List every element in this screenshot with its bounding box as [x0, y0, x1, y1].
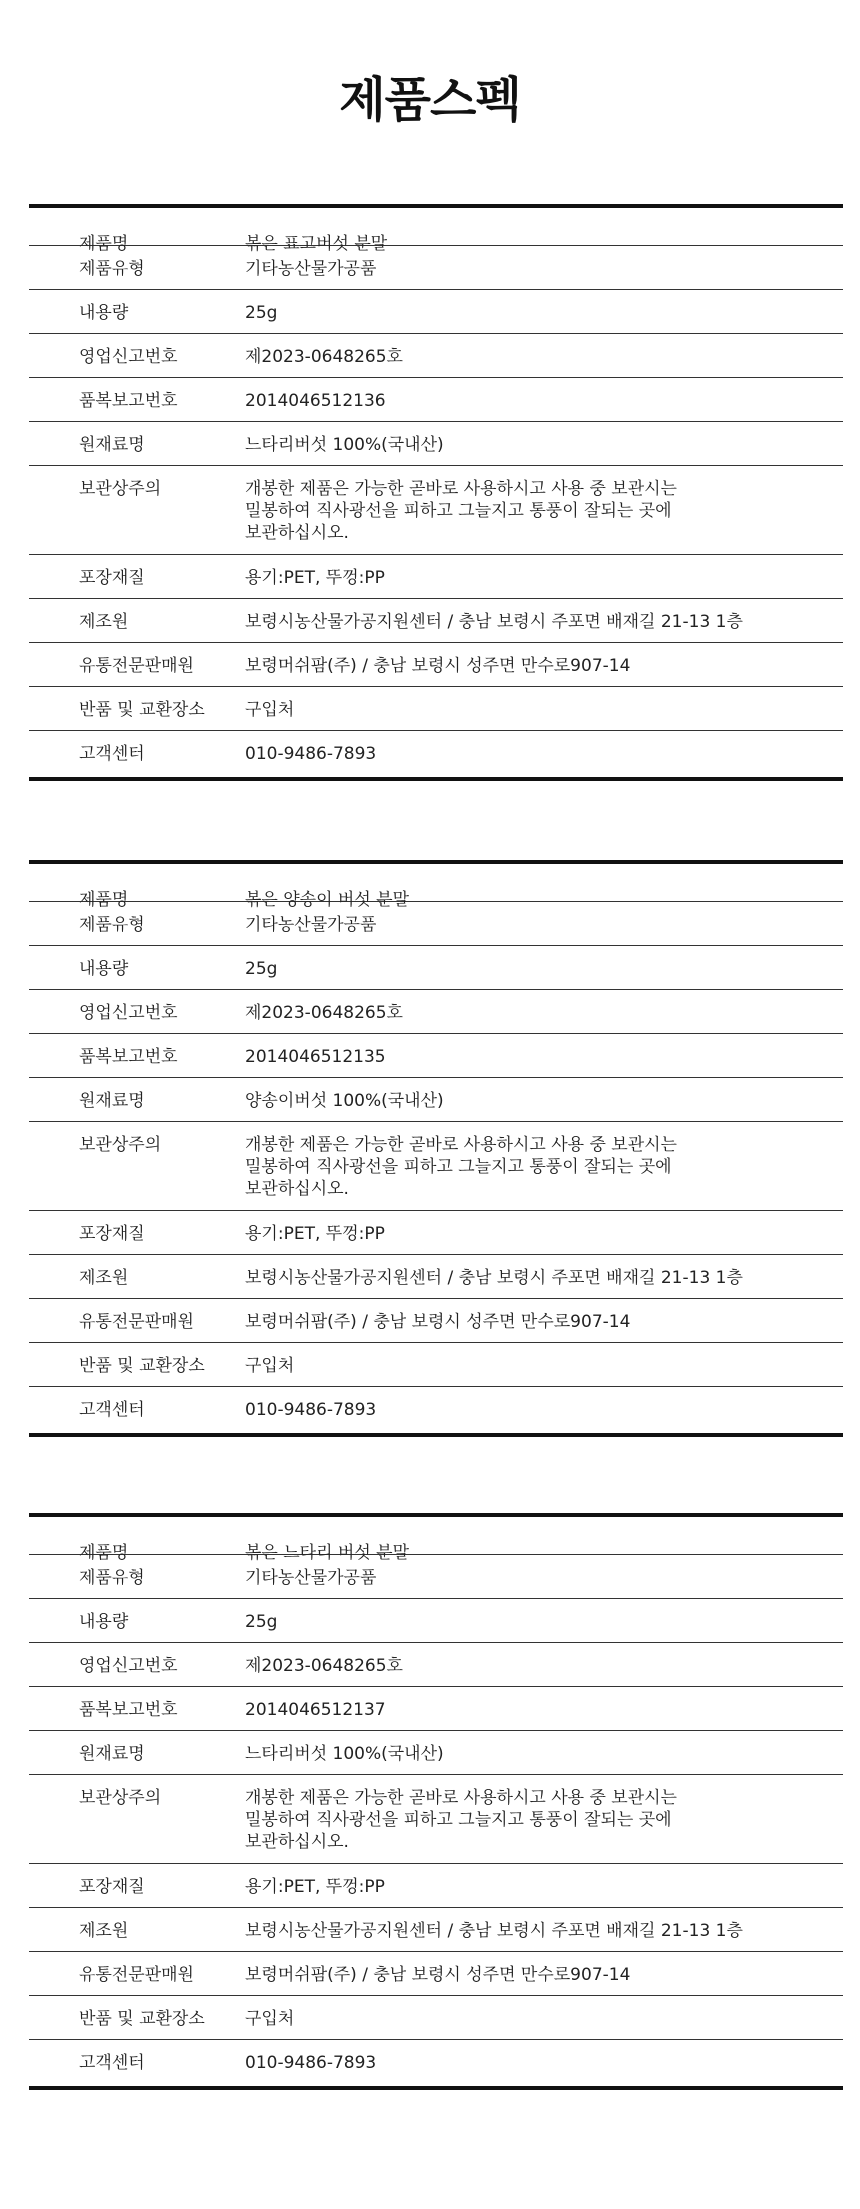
spec-value: 010-9486-7893 — [245, 1400, 377, 1420]
spec-label: 영업신고번호 — [79, 347, 178, 367]
spec-label: 보관상주의 — [79, 1135, 162, 1155]
spec-value: 25g — [245, 959, 278, 979]
spec-label: 제품명 — [79, 1543, 129, 1563]
spec-value: 2014046512137 — [245, 1700, 386, 1720]
spec-value: 제2023-0648265호 — [245, 1003, 403, 1023]
spec-row-item-report-no — [29, 378, 843, 422]
spec-row-distributor — [29, 1299, 843, 1343]
spec-label: 내용량 — [79, 303, 129, 323]
spec-table-1 — [29, 204, 843, 781]
spec-table-2 — [29, 860, 843, 1437]
spec-label: 반품 및 교환장소 — [79, 700, 205, 720]
spec-value: 25g — [245, 303, 278, 323]
spec-row-ingredients — [29, 422, 843, 466]
spec-value: 보령머쉬팜(주) / 충남 보령시 성주면 만수로907-14 — [245, 1965, 631, 1985]
spec-value: 볶은 양송이 버섯 분말 — [245, 890, 410, 910]
spec-row-return-place — [29, 687, 843, 731]
spec-row-packaging — [29, 1211, 843, 1255]
spec-value: 기타농산물가공품 — [245, 259, 377, 279]
spec-label: 제품유형 — [79, 915, 145, 935]
spec-row-business-report-no — [29, 990, 843, 1034]
spec-row-net-weight — [29, 946, 843, 990]
spec-value: 용기:PET, 뚜껑:PP — [245, 1224, 385, 1244]
spec-label: 제조원 — [79, 1268, 129, 1288]
spec-value: 보령머쉬팜(주) / 충남 보령시 성주면 만수로907-14 — [245, 656, 631, 676]
spec-row-customer-center — [29, 731, 843, 777]
spec-value: 제2023-0648265호 — [245, 1656, 403, 1676]
spec-value: 양송이버섯 100%(국내산) — [245, 1091, 444, 1111]
spec-label: 영업신고번호 — [79, 1656, 178, 1676]
spec-row-product-name — [29, 864, 843, 910]
spec-label: 제품명 — [79, 890, 129, 910]
spec-row-storage-caution — [29, 466, 843, 555]
spec-row-item-report-no — [29, 1034, 843, 1078]
spec-value: 개봉한 제품은 가능한 곧바로 사용하시고 사용 중 보관시는 밀봉하여 직사광선을 피하고 그늘지고 통풍이 잘되는 곳에 보관하십시오. — [245, 1788, 677, 1852]
spec-table-3 — [29, 1513, 843, 2090]
spec-value: 느타리버섯 100%(국내산) — [245, 1744, 444, 1764]
spec-label: 제조원 — [79, 612, 129, 632]
spec-label: 유통전문판매원 — [79, 1965, 194, 1985]
spec-value: 제2023-0648265호 — [245, 347, 403, 367]
spec-label: 고객센터 — [79, 744, 145, 764]
spec-label: 내용량 — [79, 959, 129, 979]
spec-row-net-weight — [29, 1599, 843, 1643]
spec-label: 원재료명 — [79, 1744, 145, 1764]
spec-row-net-weight — [29, 290, 843, 334]
spec-row-packaging — [29, 1864, 843, 1908]
spec-value: 느타리버섯 100%(국내산) — [245, 435, 444, 455]
spec-value: 010-9486-7893 — [245, 744, 377, 764]
spec-row-product-name — [29, 1517, 843, 1563]
spec-label: 품복보고번호 — [79, 1047, 178, 1067]
spec-label: 제품명 — [79, 234, 129, 254]
spec-row-manufacturer — [29, 599, 843, 643]
spec-label: 품복보고번호 — [79, 1700, 178, 1720]
spec-row-customer-center — [29, 1387, 843, 1433]
spec-value: 보령시농산물가공지원센터 / 충남 보령시 주포면 배재길 21-13 1층 — [245, 1921, 743, 1941]
spec-row-manufacturer — [29, 1908, 843, 1952]
spec-label: 보관상주의 — [79, 1788, 162, 1808]
spec-label: 제품유형 — [79, 1568, 145, 1588]
spec-row-distributor — [29, 643, 843, 687]
spec-row-ingredients — [29, 1731, 843, 1775]
spec-value: 용기:PET, 뚜껑:PP — [245, 1877, 385, 1897]
spec-value: 보령시농산물가공지원센터 / 충남 보령시 주포면 배재길 21-13 1층 — [245, 612, 743, 632]
spec-row-business-report-no — [29, 1643, 843, 1687]
spec-value: 개봉한 제품은 가능한 곧바로 사용하시고 사용 중 보관시는 밀봉하여 직사광선을 피하고 그늘지고 통풍이 잘되는 곳에 보관하십시오. — [245, 479, 677, 543]
spec-row-ingredients — [29, 1078, 843, 1122]
spec-label: 반품 및 교환장소 — [79, 2009, 205, 2029]
spec-label: 포장재질 — [79, 1224, 145, 1244]
spec-value: 용기:PET, 뚜껑:PP — [245, 568, 385, 588]
spec-label: 보관상주의 — [79, 479, 162, 499]
spec-value: 보령시농산물가공지원센터 / 충남 보령시 주포면 배재길 21-13 1층 — [245, 1268, 743, 1288]
spec-label: 제조원 — [79, 1921, 129, 1941]
spec-row-distributor — [29, 1952, 843, 1996]
spec-value: 구입처 — [245, 2009, 295, 2029]
spec-value: 25g — [245, 1612, 278, 1632]
spec-row-product-name — [29, 208, 843, 254]
spec-value: 볶은 느타리 버섯 분말 — [245, 1543, 410, 1563]
spec-label: 포장재질 — [79, 1877, 145, 1897]
spec-row-manufacturer — [29, 1255, 843, 1299]
spec-row-storage-caution — [29, 1775, 843, 1864]
spec-value: 구입처 — [245, 1356, 295, 1376]
spec-label: 반품 및 교환장소 — [79, 1356, 205, 1376]
spec-value: 기타농산물가공품 — [245, 915, 377, 935]
spec-value: 010-9486-7893 — [245, 2053, 377, 2073]
spec-row-storage-caution — [29, 1122, 843, 1211]
spec-row-business-report-no — [29, 334, 843, 378]
spec-label: 제품유형 — [79, 259, 145, 279]
spec-row-return-place — [29, 1996, 843, 2040]
spec-label: 유통전문판매원 — [79, 1312, 194, 1332]
spec-label: 포장재질 — [79, 568, 145, 588]
spec-label: 영업신고번호 — [79, 1003, 178, 1023]
spec-row-item-report-no — [29, 1687, 843, 1731]
spec-label: 유통전문판매원 — [79, 656, 194, 676]
spec-row-return-place — [29, 1343, 843, 1387]
spec-label: 고객센터 — [79, 2053, 145, 2073]
spec-value: 2014046512136 — [245, 391, 386, 411]
spec-label: 내용량 — [79, 1612, 129, 1632]
spec-label: 원재료명 — [79, 435, 145, 455]
spec-value: 2014046512135 — [245, 1047, 386, 1067]
spec-value: 구입처 — [245, 700, 295, 720]
spec-label: 고객센터 — [79, 1400, 145, 1420]
spec-label: 품복보고번호 — [79, 391, 178, 411]
spec-row-customer-center — [29, 2040, 843, 2086]
spec-value: 개봉한 제품은 가능한 곧바로 사용하시고 사용 중 보관시는 밀봉하여 직사광선을 피하고 그늘지고 통풍이 잘되는 곳에 보관하십시오. — [245, 1135, 677, 1199]
spec-label: 원재료명 — [79, 1091, 145, 1111]
spec-value: 기타농산물가공품 — [245, 1568, 377, 1588]
spec-value: 보령머쉬팜(주) / 충남 보령시 성주면 만수로907-14 — [245, 1312, 631, 1332]
spec-row-packaging — [29, 555, 843, 599]
page-title: 제품스펙 — [339, 72, 521, 128]
spec-value: 볶은 표고버섯 분말 — [245, 234, 388, 254]
